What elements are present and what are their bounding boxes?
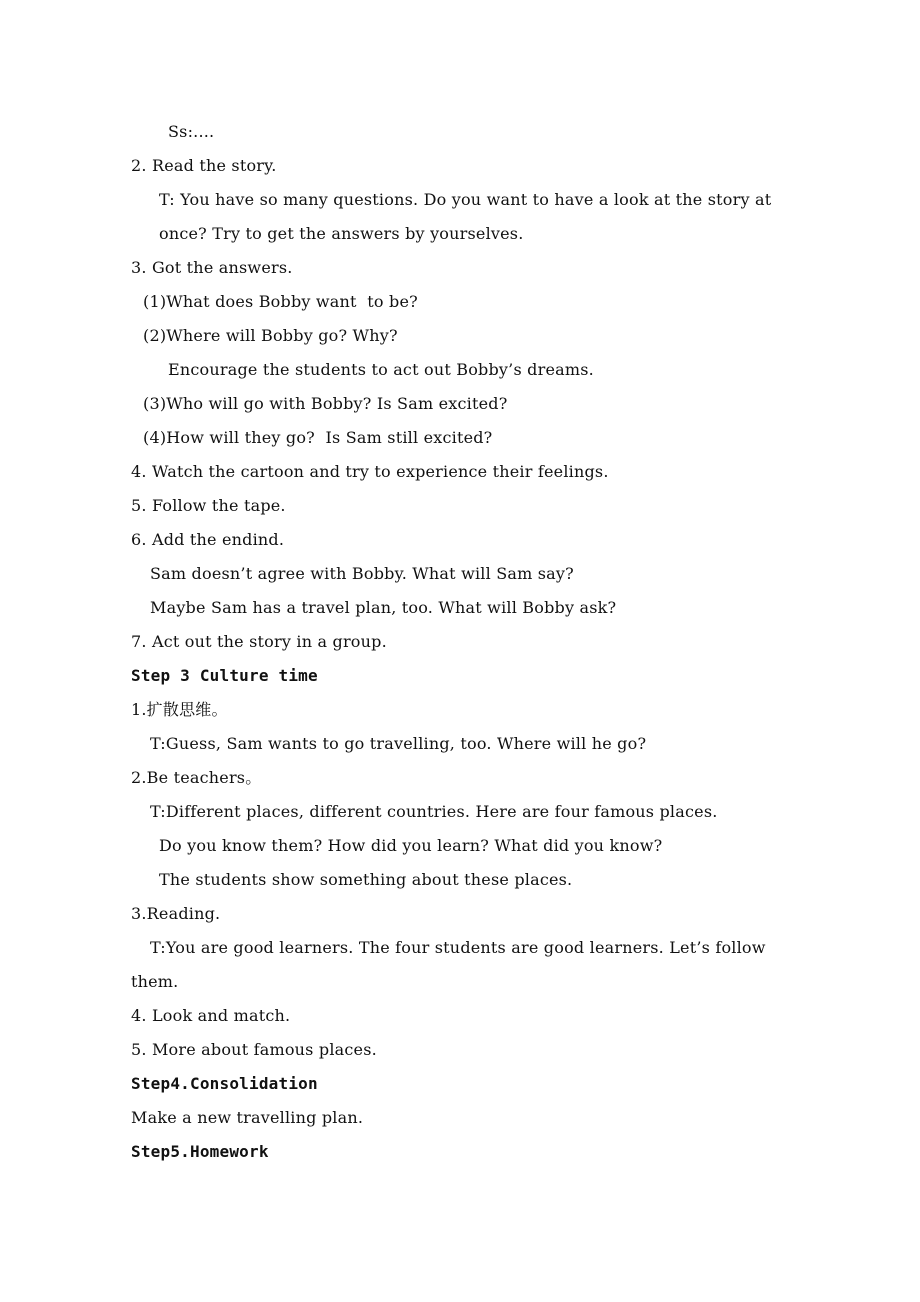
text-line: 1.扩散思维。: [131, 700, 228, 719]
text-line: Maybe Sam has a travel plan, too. What will Bobby ask?: [150, 598, 617, 617]
text-line: 5. More about famous places.: [131, 1040, 377, 1059]
text-line: 4. Watch the cartoon and try to experience their feelings.: [131, 462, 609, 481]
text-line: (2)Where will Bobby go? Why?: [143, 326, 398, 345]
text-line: 3.Reading.: [131, 904, 221, 923]
text-line: (3)Who will go with Bobby? Is Sam excited?: [143, 394, 508, 413]
text-line: once? Try to get the answers by yourselves.: [159, 224, 524, 243]
text-line: 7. Act out the story in a group.: [131, 632, 387, 651]
text-line: Do you know them? How did you learn? What did you know?: [159, 836, 663, 855]
text-line: them.: [131, 972, 179, 991]
text-line: The students show something about these places.: [159, 870, 573, 889]
text-line: Sam doesn’t agree with Bobby. What will Sam say?: [150, 564, 574, 583]
text-line: 3. Got the answers.: [131, 258, 293, 277]
text-line: T:You are good learners. The four students are good learners. Let’s follow: [150, 938, 766, 957]
text-line: T: You have so many questions. Do you want to have a look at the story at: [159, 190, 772, 209]
text-line: Encourage the students to act out Bobby’s dreams.: [168, 360, 594, 379]
text-line: (1)What does Bobby want to be?: [143, 292, 418, 311]
text-line: 5. Follow the tape.: [131, 496, 286, 515]
text-line: T:Different places, different countries. Here are four famous places.: [150, 802, 718, 821]
section-heading: Step 3 Culture time: [131, 666, 318, 685]
section-heading: Step5.Homework: [131, 1142, 269, 1161]
text-line: 6. Add the endind.: [131, 530, 285, 549]
section-heading: Step4.Consolidation: [131, 1074, 318, 1093]
text-line: Ss:....: [168, 122, 215, 141]
text-line: 2. Read the story.: [131, 156, 277, 175]
text-line: 4. Look and match.: [131, 1006, 291, 1025]
text-line: 2.Be teachers。: [131, 768, 262, 787]
text-line: (4)How will they go? Is Sam still excited?: [143, 428, 493, 447]
text-line: T:Guess, Sam wants to go travelling, too. Where will he go?: [150, 734, 647, 753]
text-line: Make a new travelling plan.: [131, 1108, 364, 1127]
